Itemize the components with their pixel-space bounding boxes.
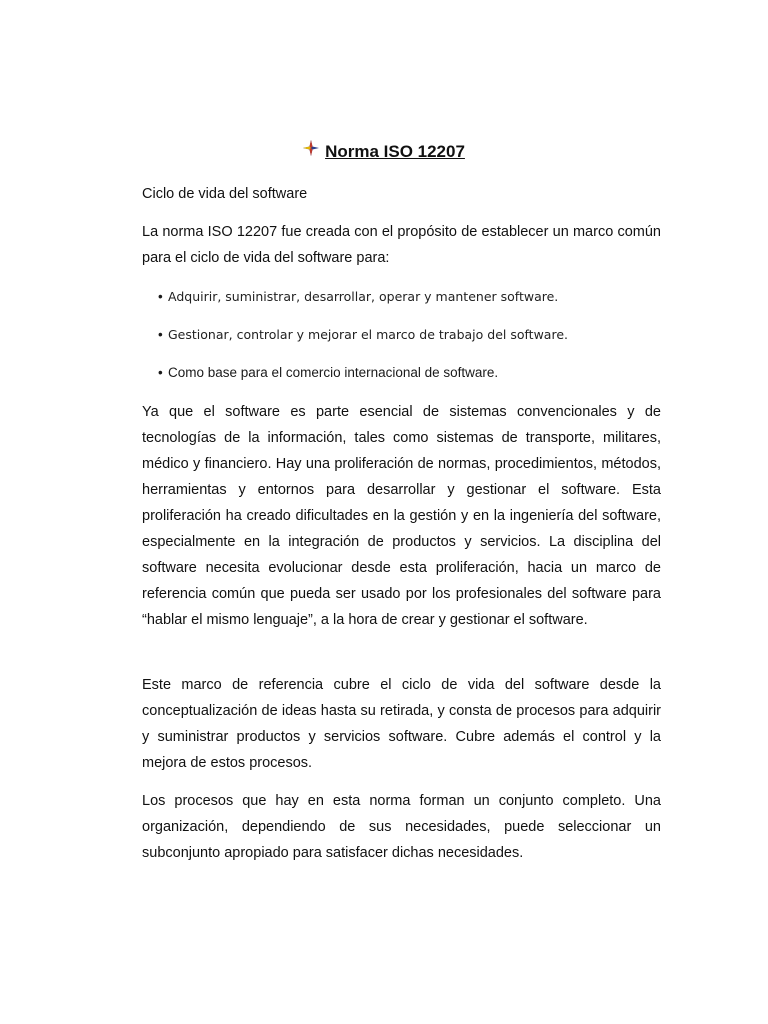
list-item-text: Gestionar, controlar y mejorar el marco de trabajo del software.: [168, 327, 568, 342]
list-item: [158, 363, 498, 383]
four-point-star-icon: [303, 140, 319, 162]
bullet-dot: •: [158, 327, 163, 342]
paragraph-intro: La norma ISO 12207 fue creada con el propósito de establecer un marco común para el ciclo de vida del software para:: [142, 224, 661, 266]
subtitle: Ciclo de vida del software: [142, 186, 308, 202]
bullet-dot: •: [158, 289, 163, 304]
paragraph-scope: Este marco de referencia cubre el ciclo de vida del software desde la conceptualización de ideas hasta su retirada, y consta de procesos para adquirir y suministrar productos y servicios software. Cubre además el control y la mejora de estos procesos.: [142, 677, 661, 771]
list-item: [158, 325, 568, 345]
paragraph-processes: Los procesos que hay en esta norma forman un conjunto completo. Una organización, dependiendo de sus necesidades, puede seleccionar un subconjunto apropiado para satisfacer dichas necesidades.: [142, 793, 661, 861]
list-item: [158, 287, 558, 307]
list-item-text: Adquirir, suministrar, desarrollar, operar y mantener software.: [168, 289, 559, 304]
list-item-text: Como base para el comercio internacional de software.: [168, 365, 499, 380]
title-row: [0, 141, 768, 163]
paragraph-context: Ya que el software es parte esencial de sistemas convencionales y de tecnologías de la información, tales como sistemas de transporte, militares, médico y financiero. Hay una proliferación de normas, procedimientos, métodos, herramientas y entornos para desarrollar y gestionar el software. Esta proliferación ha creado dificultades en la gestión y en la ingeniería del software, especialmente en la integración de productos y servicios. La disciplina del software necesita evolucionar desde esta proliferación, hacia un marco de referencia común que pueda ser usado por los profesionales del software para “hablar el mismo lenguaje”, a la hora de crear y gestionar el software.: [142, 404, 661, 628]
bullet-dot: •: [158, 365, 163, 380]
page-title: Norma ISO 12207: [325, 142, 465, 161]
